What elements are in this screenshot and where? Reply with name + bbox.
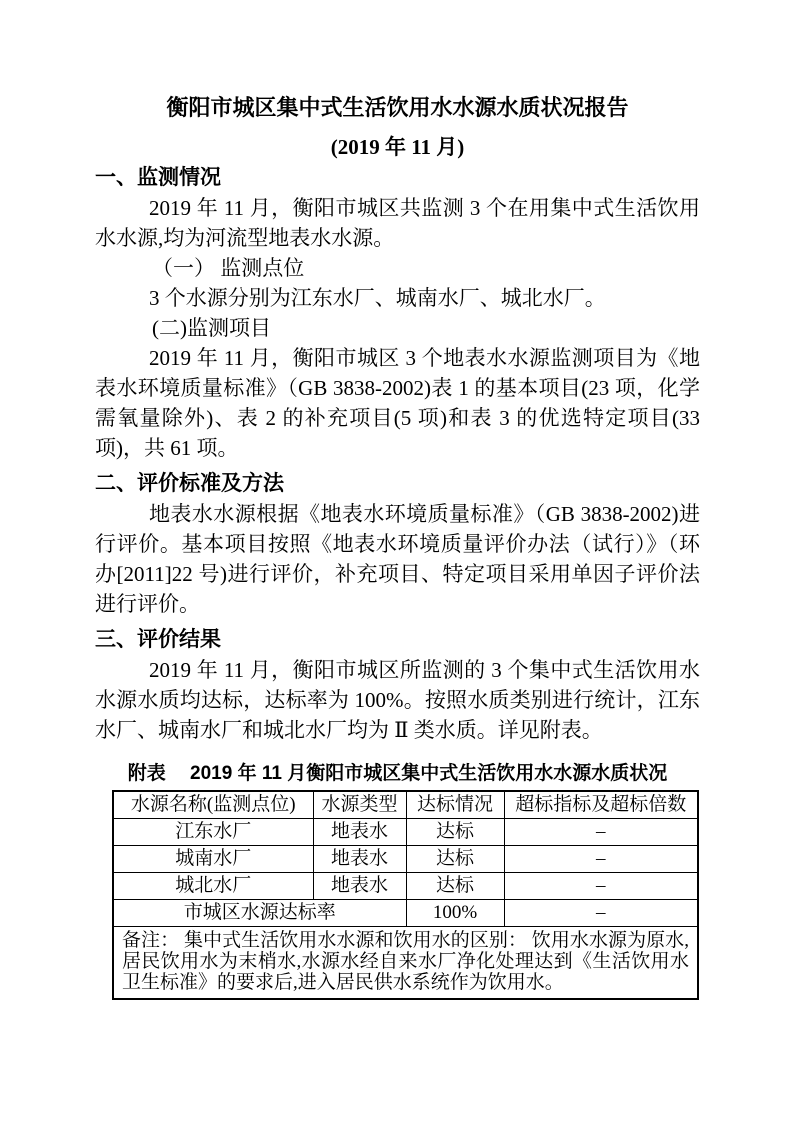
section-heading-standards: 二、评价标准及方法	[95, 472, 284, 495]
table-row	[113, 872, 698, 899]
header-exceedance: 超标指标及超标倍数	[504, 791, 698, 818]
document-content	[95, 0, 700, 1000]
cell-exceedance: –	[504, 845, 698, 872]
monitoring-paragraph: 2019 年 11 月，衡阳市城区共监测 3 个在用集中式生活饮用水水源,均为河流型地表水水源。	[95, 196, 700, 250]
summary-row	[113, 899, 698, 926]
cell-source-name: 城北水厂	[113, 872, 313, 899]
cell-exceedance: –	[504, 872, 698, 899]
header-source-type: 水源类型	[313, 791, 406, 818]
cell-source-name: 城南水厂	[113, 845, 313, 872]
summary-rate: 100%	[406, 899, 504, 926]
results-paragraph: 2019 年 11 月，衡阳市城区所监测的 3 个集中式生活饮用水水源水质均达标，达标率为 100%。按照水质类别进行统计，江东水厂、城南水厂和城北水厂均为 Ⅱ 类水质。详见附表。	[95, 658, 701, 742]
water-quality-table	[112, 790, 699, 1000]
appendix-table-caption: 附表 2019 年 11 月衡阳市城区集中式生活饮用水水源水质状况	[127, 763, 668, 784]
cell-source-type: 地表水	[313, 845, 406, 872]
monitoring-items-paragraph: 2019 年 11 月，衡阳市城区 3 个地表水水源监测项目为《地表水环境质量标准》（GB 3838-2002)表 1 的基本项目(23 项，化学需氧量除外)、表 2 的补充项目(5 项)和表 3 的优选特定项目(33 项)，共 61 项。	[95, 346, 700, 460]
cell-source-name: 江东水厂	[113, 818, 313, 845]
cell-source-type: 地表水	[313, 818, 406, 845]
cell-compliance: 达标	[406, 818, 504, 845]
header-compliance: 达标情况	[406, 791, 504, 818]
table-note: 备注： 集中式生活饮用水水源和饮用水的区别： 饮用水水源为原水,居民饮用水为末梢水,水源水经自来水厂净化处理达到《生活饮用水卫生标准》的要求后,进入居民供水系统作为饮用水。	[113, 926, 698, 999]
summary-exceedance: –	[504, 899, 698, 926]
cell-compliance: 达标	[406, 845, 504, 872]
subsection-monitoring-items: (二)监测项目	[152, 316, 271, 340]
standards-paragraph: 地表水水源根据《地表水环境质量标准》（GB 3838-2002)进行评价。基本项目按照《地表水环境质量评价办法（试行）》（环办[2011]22 号)进行评价，补充项目、特定项目采用单因子评价法进行评价。	[95, 502, 700, 616]
subsection-monitoring-points: （一） 监测点位	[152, 256, 305, 280]
cell-compliance: 达标	[406, 872, 504, 899]
document-title: 衡阳市城区集中式生活饮用水水源水质状况报告	[166, 95, 629, 120]
table-row	[113, 845, 698, 872]
summary-label: 市城区水源达标率	[113, 899, 406, 926]
section-heading-results: 三、评价结果	[95, 628, 221, 651]
header-source-name: 水源名称(监测点位)	[113, 791, 313, 818]
cell-source-type: 地表水	[313, 872, 406, 899]
section-heading-monitoring: 一、监测情况	[95, 166, 221, 189]
table-row	[113, 818, 698, 845]
note-row	[113, 926, 698, 999]
cell-exceedance: –	[504, 818, 698, 845]
table-header-row	[113, 791, 698, 818]
document-subtitle: (2019 年 11 月)	[330, 135, 465, 159]
monitoring-points-paragraph: 3 个水源分别为江东水厂、城南水厂、城北水厂。	[149, 286, 606, 310]
